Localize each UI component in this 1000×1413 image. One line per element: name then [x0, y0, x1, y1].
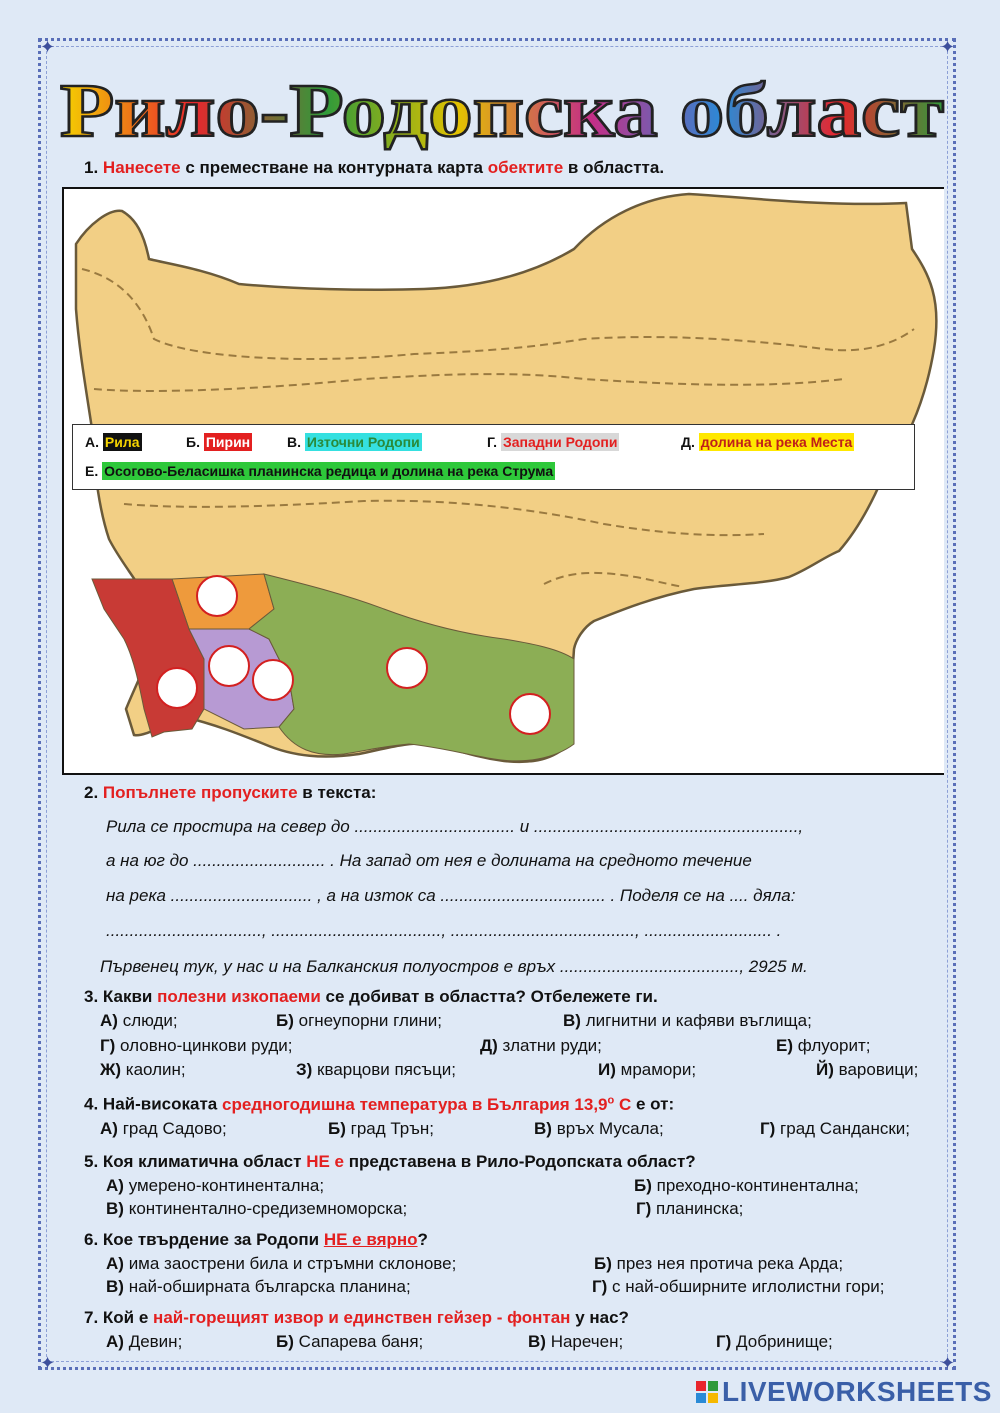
drop-target-circle[interactable]	[208, 645, 250, 687]
question-1	[84, 158, 664, 178]
page-title	[58, 66, 948, 158]
option[interactable]: Б) град Трън;	[328, 1119, 434, 1138]
option[interactable]: В) най-обширната българска планина;	[106, 1277, 411, 1296]
fill-gap-line[interactable]: ................................., ...................................., ......................................., ........................... .	[106, 921, 782, 940]
drop-target-circle[interactable]	[509, 693, 551, 735]
option[interactable]: Б) огнеупорни глини;	[276, 1011, 443, 1030]
option[interactable]: Е) флуорит;	[776, 1036, 871, 1055]
fill-gap-line[interactable]: Рила се простира на север до .................................. и ........................................................,	[106, 817, 804, 836]
question-2: 2. Попълнете пропуските в текста:	[84, 783, 377, 802]
option[interactable]: А) Девин;	[106, 1332, 183, 1351]
option[interactable]: А) слюди;	[100, 1011, 178, 1030]
legend-item-b[interactable]: Б. Пирин	[186, 434, 251, 450]
legend-item-d[interactable]: Д. долина на река Места	[681, 434, 853, 450]
drop-target-circle[interactable]	[156, 667, 198, 709]
option[interactable]: Б) преходно-континентална;	[634, 1176, 859, 1195]
corner-ornament-icon: ✦	[940, 37, 956, 57]
question-3: 3. Какви полезни изкопаеми се добиват в областта? Отбележете ги.	[84, 987, 658, 1006]
option[interactable]: Д) златни руди;	[480, 1036, 602, 1055]
question-text: в областта.	[567, 158, 665, 177]
option[interactable]: А) има заострени била и стръмни склонове;	[106, 1254, 457, 1273]
question-text: с преместване на контурната карта	[185, 158, 484, 177]
liveworksheets-logo-icon	[696, 1381, 718, 1403]
option[interactable]: В) Наречен;	[528, 1332, 624, 1351]
fill-gap-line[interactable]: а на юг до ............................ . На запад от нея е долината на средното течение	[106, 851, 752, 870]
option[interactable]: Б) през нея протича река Арда;	[594, 1254, 844, 1273]
page-title-text: Рило-Родопска област	[60, 69, 944, 153]
corner-ornament-icon: ✦	[40, 37, 56, 57]
option[interactable]: В) континентално-средиземноморска;	[106, 1199, 408, 1218]
option[interactable]: Й) варовици;	[816, 1060, 919, 1079]
question-5: 5. Коя климатична област НЕ е представена в Рило-Родопската област?	[84, 1152, 696, 1171]
option[interactable]: З) кварцови пясъци;	[296, 1060, 456, 1079]
question-4: 4. Най-високата средногодишна температура в България $13,9^о$ С е от:	[84, 1094, 675, 1114]
legend-item-a[interactable]: А. Рила	[85, 434, 140, 450]
option[interactable]: Г) град Сандански;	[760, 1119, 911, 1138]
option[interactable]: В) лигнитни и кафяви въглища;	[563, 1011, 812, 1030]
corner-ornament-icon: ✦	[40, 1353, 56, 1373]
option[interactable]: Г) с най-обширните иглолистни гори;	[592, 1277, 885, 1296]
liveworksheets-logo[interactable]: LIVEWORKSHEETS	[696, 1376, 992, 1408]
question-number: 1.	[84, 158, 99, 177]
option[interactable]: Г) планинска;	[636, 1199, 744, 1218]
fill-gap-line[interactable]: Първенец тук, у нас и на Балканския полуостров е връх ......................................, 2925 м.	[100, 957, 808, 976]
legend-item-g[interactable]: Г. Западни Родопи	[487, 434, 618, 450]
legend-item-v[interactable]: В. Източни Родопи	[287, 434, 420, 450]
option[interactable]: Б) Сапарева баня;	[276, 1332, 424, 1351]
drop-target-circle[interactable]	[196, 575, 238, 617]
question-6: 6. Кое твърдение за Родопи НЕ е вярно?	[84, 1230, 428, 1249]
legend-item-e[interactable]: Е. Осогово-Беласишка планинска редица и долина на река Струма	[85, 463, 554, 479]
option[interactable]: Ж) каолин;	[100, 1060, 186, 1079]
option[interactable]: В) връх Мусала;	[534, 1119, 664, 1138]
question-text: Нанесете	[102, 158, 181, 177]
option[interactable]: И) мрамори;	[598, 1060, 697, 1079]
option[interactable]: Г) оловно-цинкови руди;	[100, 1036, 293, 1055]
map-legend	[72, 424, 915, 490]
question-text: обектите	[487, 158, 564, 177]
fill-gap-line[interactable]: на река .............................. , а на изток са ................................... . Поделя се на .... дяла:	[106, 886, 796, 905]
corner-ornament-icon: ✦	[940, 1353, 956, 1373]
question-7: 7. Кой е най-горещият извор и единствен гейзер - фонтан у нас?	[84, 1308, 629, 1327]
option[interactable]: Г) Добринище;	[716, 1332, 833, 1351]
option[interactable]: А) град Садово;	[100, 1119, 227, 1138]
drop-target-circle[interactable]	[252, 659, 294, 701]
option[interactable]: А) умерено-континентална;	[106, 1176, 325, 1195]
drop-target-circle[interactable]	[386, 647, 428, 689]
